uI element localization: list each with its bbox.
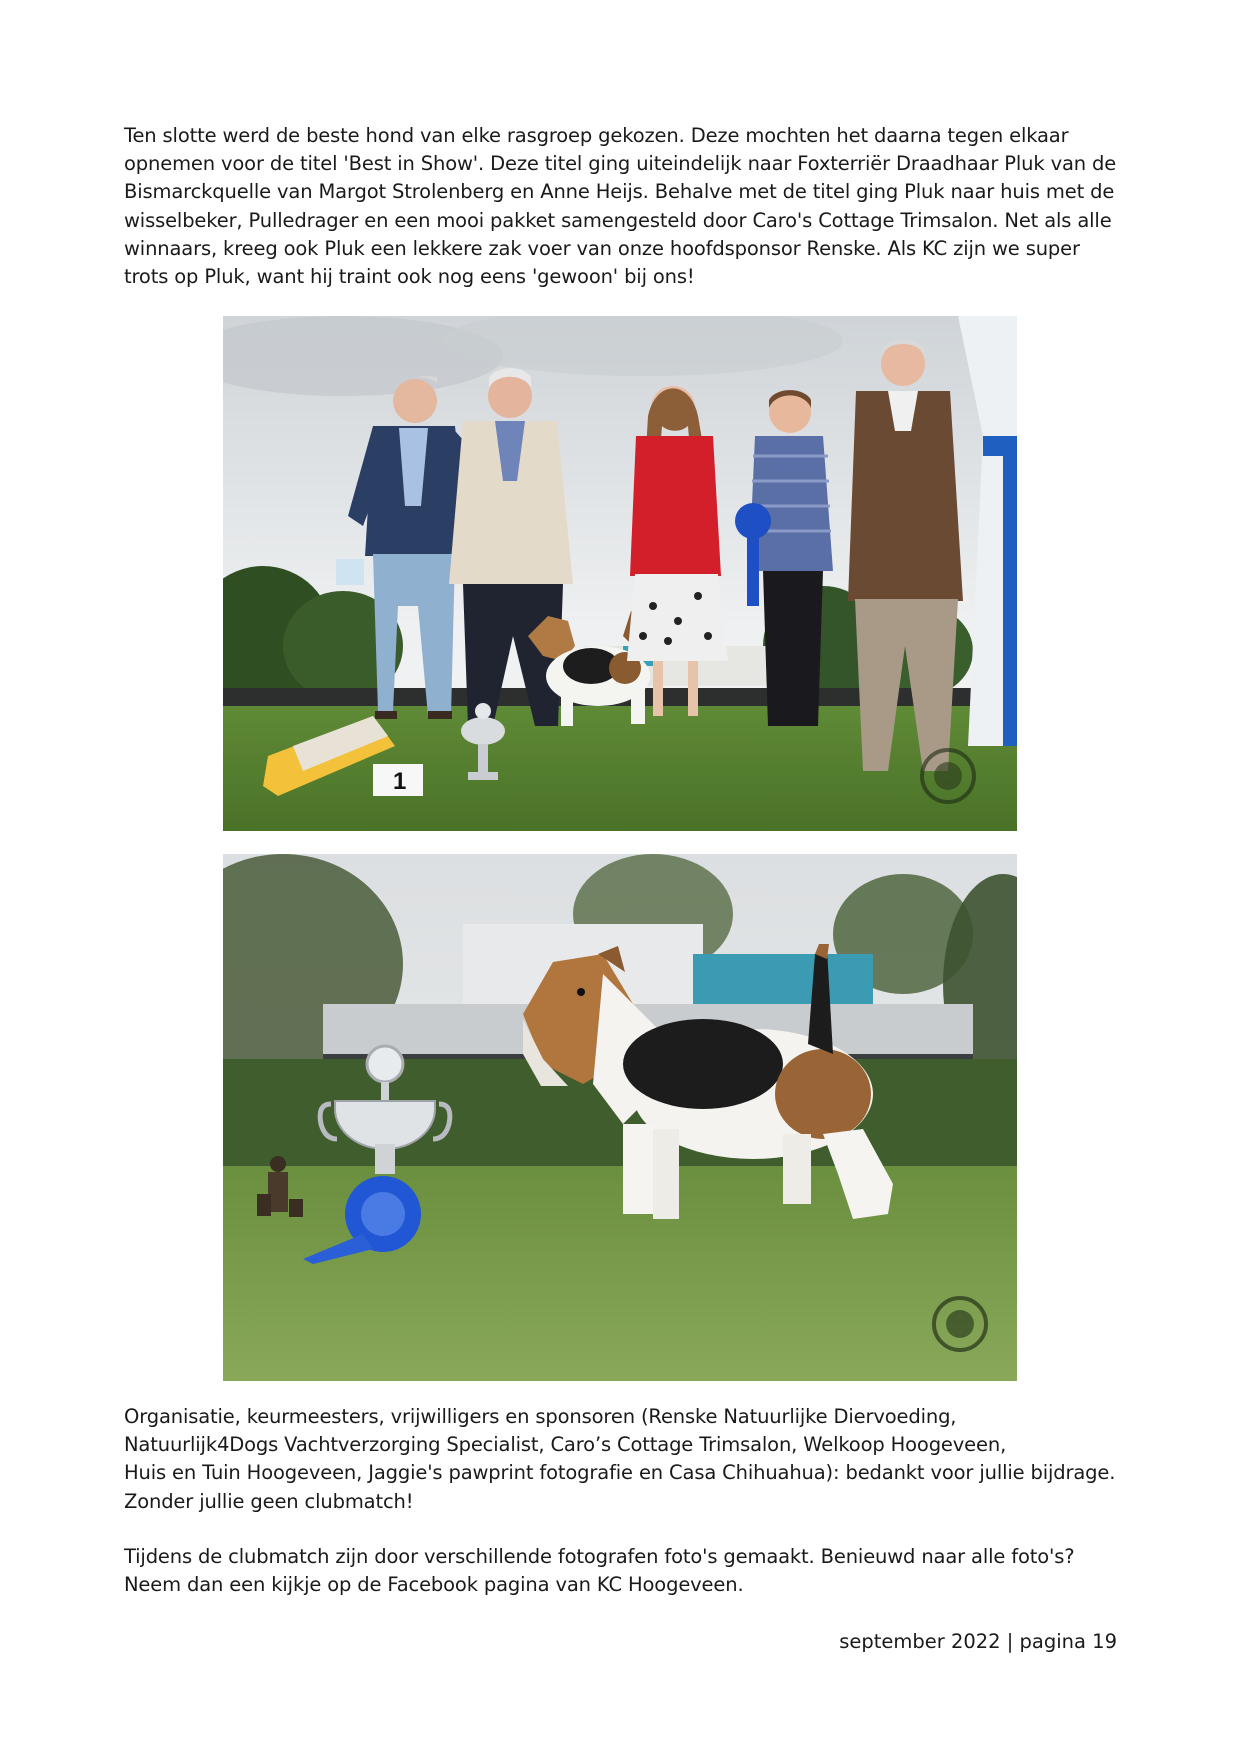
intro-line: Ten slotte werd de beste hond van elke rasgroep gekozen. Deze mochten het daarna tegen elkaar: [124, 124, 1069, 147]
dog-trophy-photo: [223, 854, 1017, 1381]
photos-line: Tijdens de clubmatch zijn door verschillende fotografen foto's gemaakt. Benieuwd naar alle foto's?: [124, 1545, 1075, 1568]
thanks-line: Zonder jullie geen clubmatch!: [124, 1489, 414, 1513]
page-footer: september 2022 | pagina 19: [839, 1630, 1117, 1653]
thanks-paragraph: [124, 1403, 1124, 1516]
placement-card: [373, 764, 423, 796]
intro-line: trots op Pluk, want hij traint ook nog eens 'gewoon' bij ons!: [124, 265, 695, 289]
intro-line: winnaars, kreeg ook Pluk een lekkere zak voer van onze hoofdsponsor Renske. Als KC zijn we super: [124, 236, 1080, 260]
thanks-line: Organisatie, keurmeesters, vrijwilligers en sponsoren (Renske Natuurlijke Diervoeding,: [124, 1405, 957, 1428]
intro-paragraph: [124, 122, 1124, 291]
intro-line: opnemen voor de titel 'Best in Show'. Deze titel ging uiteindelijk naar Foxterriër Draadhaar Pluk van de: [124, 152, 1117, 176]
rosette-icon: [735, 503, 771, 539]
intro-line: Bismarckquelle van Margot Strolenberg en Anne Heijs. Behalve met de titel ging Pluk naar huis met de: [124, 180, 1115, 204]
thanks-line: Natuurlijk4Dogs Vachtverzorging Specialist, Caro’s Cottage Trimsalon, Welkoop Hoogeveen,: [124, 1433, 1007, 1457]
intro-line: wisselbeker, Pulledrager en een mooi pakket samengesteld door Caro's Cottage Trimsalon. Net als alle: [124, 208, 1112, 232]
thanks-line: Huis en Tuin Hoogeveen, Jaggie's pawprint fotografie en Casa Chihuahua): bedankt voor jullie bijdrage.: [124, 1461, 1116, 1485]
placement-card-number: 1: [393, 768, 407, 795]
photos-paragraph: [124, 1543, 1124, 1599]
winners-group-photo: [223, 316, 1017, 831]
dog-photo-illustration: [223, 854, 1017, 1381]
winners-photo-illustration: [223, 316, 1017, 831]
photos-line: Neem dan een kijkje op de Facebook pagina van KC Hoogeveen.: [124, 1573, 744, 1597]
